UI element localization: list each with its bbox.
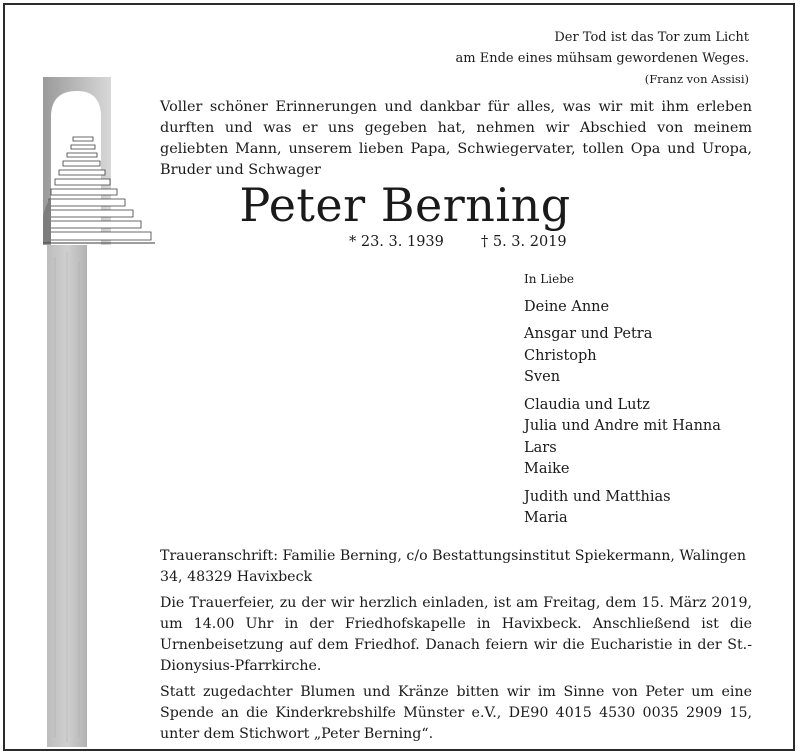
mourner-name: Maria <box>524 510 568 526</box>
mourner-name: Sven <box>524 369 561 385</box>
mourner-name: Maike <box>524 461 570 477</box>
deceased-name: Peter Berning <box>239 178 571 232</box>
mourner-name: Julia und Andre mit Hanna <box>524 418 721 434</box>
mourner-name: Ansgar und Petra <box>524 326 653 342</box>
quote-author: (Franz von Assisi) <box>644 72 749 86</box>
epigraph-quote <box>456 27 749 90</box>
obituary-frame <box>3 3 795 751</box>
mourner-group <box>524 297 721 319</box>
mourners-list <box>524 269 721 536</box>
mourner-group <box>524 487 721 530</box>
mourner-name: Claudia und Lutz <box>524 396 650 413</box>
mourner-group <box>524 395 721 481</box>
mourning-address: Traueranschrift: Familie Berning, c/o Bestattungsinstitut Spiekermann, Walingen 34, 48329 Havixbeck <box>160 548 747 585</box>
donation-request: Statt zugedachter Blumen und Kränze bitten wir im Sinne von Peter um eine Spende an die Kinderkrebshilfe Münster e.V., DE90 4015 4530 0035 2909 15, unter dem Stichwort „Peter Berning“. <box>160 684 752 742</box>
mourner-name: Lars <box>524 439 557 456</box>
mourners-lead: In Liebe <box>524 272 574 286</box>
death-date: † 5. 3. 2019 <box>481 234 567 250</box>
birth-date: * 23. 3. 1939 <box>349 234 444 250</box>
quote-line-1: Der Tod ist das Tor zum Licht <box>554 30 749 45</box>
intro-text: Voller schöner Erinnerungen und dankbar für alles, was wir mit ihm erleben durften und was er uns gegeben hat, nehmen wir Abschied von meinem geliebten Mann, unserem lieben Papa, Schwiegervater, tollen Opa und Uropa, Bruder und Schwager <box>160 99 752 178</box>
mourner-name: Deine Anne <box>524 298 610 315</box>
mourner-group <box>524 324 721 389</box>
quote-line-2: am Ende eines mühsam gewordenen Weges. <box>455 51 749 66</box>
funeral-service-info: Die Trauerfeier, zu der wir herzlich einladen, ist am Freitag, dem 15. März 2019, um 14.00 Uhr in der Friedhofskapelle in Havixbeck. Anschließend ist die Urnenbeisetzung auf dem Friedhof. Danach feiern wir die Eucharistie in der St.-Dionysius-Pfarrkirche. <box>160 595 752 674</box>
mourner-name: Christoph <box>524 347 597 364</box>
mourner-name: Judith und Matthias <box>524 488 671 505</box>
